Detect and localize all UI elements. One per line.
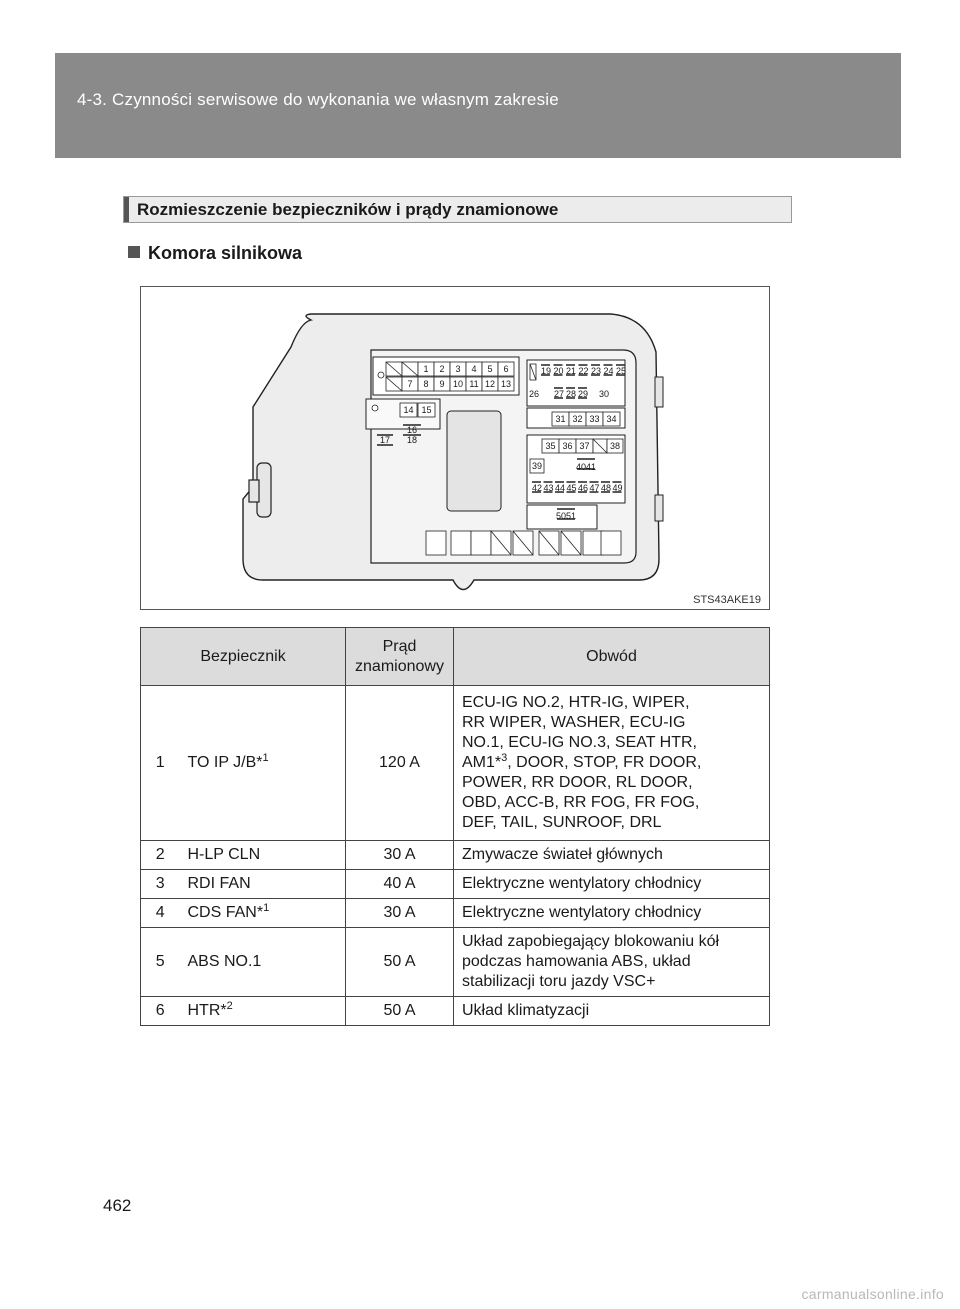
- fuse-number: 4: [141, 899, 180, 928]
- fuse-number: 2: [141, 841, 180, 870]
- subheading: [128, 243, 302, 264]
- fuse-amperage: 50 A: [346, 928, 454, 997]
- fuse-label: 14: [403, 405, 414, 415]
- fuse-label: 43: [543, 483, 554, 493]
- fuse-slot: [426, 531, 446, 555]
- fuse-label: 1: [423, 364, 429, 374]
- fuse-label: 32: [572, 414, 583, 424]
- fuse-circuit: [454, 686, 770, 841]
- fuse-label: 21: [565, 366, 577, 376]
- fuse-label: 24: [603, 366, 614, 376]
- page-number: 462: [103, 1196, 132, 1215]
- fuse-label: 26: [528, 389, 540, 399]
- fuse-label: 4: [471, 364, 477, 374]
- header-current-line: Prąd: [382, 637, 417, 655]
- header-current: [346, 628, 454, 686]
- fuse-label: 45: [566, 483, 577, 493]
- fuse-amperage: 30 A: [346, 899, 454, 928]
- footnote-mark: 1: [263, 902, 270, 914]
- fuse-label: 3: [455, 364, 461, 374]
- fuse-table: [140, 627, 770, 1026]
- fuse-label: 11: [469, 379, 479, 389]
- header-circuit: Obwód: [454, 628, 770, 686]
- table-row: [141, 841, 770, 870]
- fuse-label: 9: [439, 379, 445, 389]
- fuse-label: 42: [531, 483, 543, 493]
- fuse-circuit: Układ zapobiegający blokowaniu kół podczas hamowania ABS, układ stabilizacji toru jazdy VSC+: [454, 928, 770, 997]
- fuse-label: 2: [439, 364, 445, 374]
- fuse-name: [180, 686, 346, 841]
- fuse-label: 17: [379, 435, 391, 445]
- table-row: [141, 997, 770, 1026]
- fuse-label: 13: [500, 379, 512, 389]
- fuse-label: 4041: [575, 462, 597, 472]
- square-bullet-icon: [128, 246, 140, 258]
- fuse-label: 5051: [555, 511, 577, 521]
- fuse-label: 38: [609, 441, 621, 451]
- fuse-name: [180, 899, 346, 928]
- circuit-text-b: , DOOR, STOP, FR DOOR, POWER, RR DOOR, RL DOOR, OBD, ACC-B, RR FOG, FR FOG, DEF, TAIL, SUNROOF, DRL: [462, 754, 702, 831]
- fuse-name: [180, 997, 346, 1026]
- table-row: [141, 928, 770, 997]
- fuse-label: 6: [503, 364, 509, 374]
- header-fuse: Bezpiecznik: [141, 628, 346, 686]
- fuse-circuit: Elektryczne wentylatory chłodnicy: [454, 870, 770, 899]
- fuse-number: 6: [141, 997, 180, 1026]
- circuit-text-a: ECU-IG NO.2, HTR-IG, WIPER, RR WIPER, WASHER, ECU-IG NO.1, ECU-IG NO.3, SEAT HTR, AM1*: [462, 694, 697, 771]
- fuse-label: 29: [577, 389, 589, 399]
- fuse-slot: [583, 531, 603, 555]
- fuse-label: 18: [406, 435, 418, 445]
- fuse-label: 44: [554, 483, 566, 493]
- fuse-label: 15: [421, 405, 432, 415]
- fuse-label: 35: [545, 441, 556, 451]
- fuse-name: RDI FAN: [180, 870, 346, 899]
- table-row: [141, 686, 770, 841]
- header-current-line: znamionowy: [355, 657, 444, 675]
- footnote-mark: 2: [226, 1000, 233, 1012]
- section-heading: [123, 196, 792, 223]
- fuse-label: 7: [407, 379, 413, 389]
- fuse-name-text: HTR*: [187, 1002, 227, 1019]
- section-title: Rozmieszczenie bezpieczników i prądy znamionowe: [137, 200, 559, 219]
- fuse-label: 47: [589, 483, 600, 493]
- fuse-label: 22: [578, 366, 589, 376]
- fuse-name: ABS NO.1: [180, 928, 346, 997]
- fuse-label: 20: [553, 366, 564, 376]
- chapter-title: 4-3. Czynności serwisowe do wykonania we własnym zakresie: [77, 90, 559, 109]
- fuse-label: 16: [406, 425, 418, 435]
- fuse-label: 28: [565, 389, 577, 399]
- fuse-label: 34: [606, 414, 617, 424]
- fuse-label: 46: [577, 483, 589, 493]
- fuse-label: 12: [484, 379, 496, 389]
- fuse-label: 36: [562, 441, 573, 451]
- fuse-label: 33: [589, 414, 600, 424]
- fuse-label: 30: [598, 389, 610, 399]
- fuse-name-text: TO IP J/B*: [187, 754, 263, 771]
- fuse-label: 39: [531, 461, 543, 471]
- fuse-label: 31: [555, 414, 566, 424]
- fuse-circuit: Układ klimatyzacji: [454, 997, 770, 1026]
- fuse-label: 5: [487, 364, 493, 374]
- fuse-slot: [601, 531, 621, 555]
- fuse-slot: [471, 531, 491, 555]
- fuse-number: 3: [141, 870, 180, 899]
- fuse-label: 49: [612, 483, 623, 493]
- fuse-name-text: CDS FAN*: [187, 904, 264, 921]
- fuse-label: 37: [579, 441, 590, 451]
- fuse-number: 5: [141, 928, 180, 997]
- fuse-label: 23: [590, 366, 602, 376]
- fuse-circuit: Elektryczne wentylatory chłodnicy: [454, 899, 770, 928]
- fuse-amperage: 120 A: [346, 686, 454, 841]
- chapter-header: [55, 53, 901, 158]
- section-accent: [124, 197, 129, 222]
- figure-code: STS43AKE19: [693, 594, 761, 606]
- watermark: carmanualsonline.info: [801, 1286, 944, 1302]
- subheading-text: Komora silnikowa: [148, 243, 303, 263]
- fuse-amperage: 50 A: [346, 997, 454, 1026]
- fuse-slot: [451, 531, 471, 555]
- fuse-label: 25: [615, 366, 627, 376]
- footnote-mark: 1: [262, 752, 269, 764]
- fuse-box-figure: [140, 286, 770, 610]
- fuse-label: 27: [553, 389, 565, 399]
- table-row: [141, 870, 770, 899]
- table-header-row: [141, 628, 770, 686]
- fuse-amperage: 40 A: [346, 870, 454, 899]
- fuse-label: 10: [452, 379, 464, 389]
- fuse-box-diagram: [141, 287, 771, 611]
- fuse-name: H-LP CLN: [180, 841, 346, 870]
- fuse-amperage: 30 A: [346, 841, 454, 870]
- fuse-circuit: Zmywacze świateł głównych: [454, 841, 770, 870]
- table-row: [141, 899, 770, 928]
- fuse-label: 19: [540, 366, 552, 376]
- fuse-label: 48: [600, 483, 612, 493]
- footnote-mark: 3: [501, 752, 508, 764]
- fuse-label: 8: [423, 379, 429, 389]
- fuse-number: 1: [141, 686, 180, 841]
